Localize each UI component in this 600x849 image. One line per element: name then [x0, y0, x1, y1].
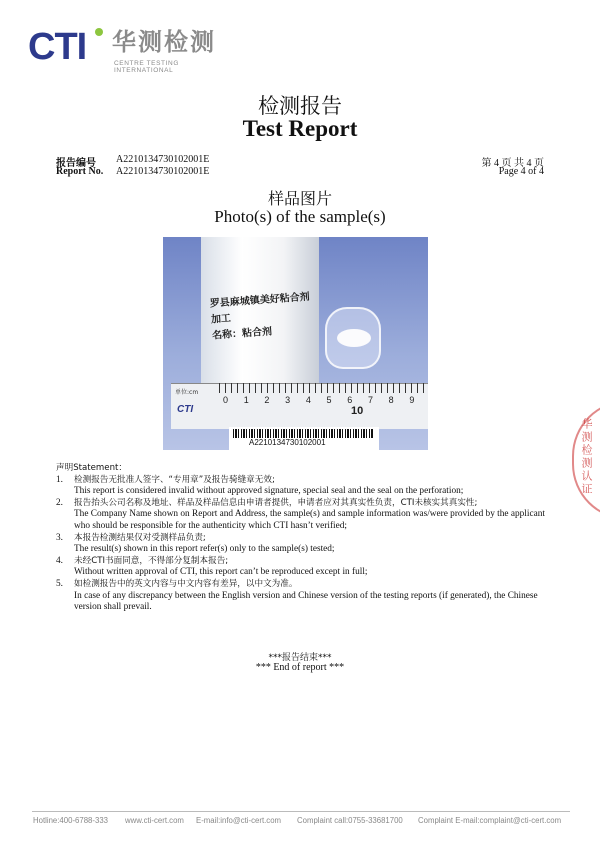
item-number: 2.	[56, 497, 63, 508]
logo-dot-icon	[95, 28, 103, 36]
item-text-cn: 检测报告无批准人签字、“专用章”及报告骑缝章无效;	[74, 474, 275, 485]
item-number: 4.	[56, 555, 63, 566]
statement-item	[56, 475, 556, 498]
report-no-label-en: Report No.	[56, 166, 104, 177]
section-title-cn: 样品图片	[267, 189, 332, 208]
item-number: 3.	[56, 532, 63, 543]
statement-item	[56, 579, 556, 614]
report-no-label-cn: 报告编号	[56, 158, 96, 169]
ruler-unit: 单位:cm	[175, 389, 199, 396]
logo-chinese-name: 华测检测	[112, 28, 216, 56]
end-of-report-cn: ***报告结束***	[268, 653, 332, 663]
footer-email[interactable]: E-mail:info@cti-cert.com	[196, 816, 282, 825]
report-title-cn: 检测报告	[258, 94, 342, 118]
logo-brand: CTI	[28, 26, 87, 68]
item-text-en: Without written approval of CTI, this report can’t be reproduced except in full;	[74, 567, 368, 578]
bottle-label	[209, 289, 316, 346]
report-no-value-en: A2210134730102001E	[116, 166, 210, 177]
footer-website[interactable]: www.cti-cert.com	[125, 816, 184, 825]
report-no-value-cn: A2210134730102001E	[116, 154, 210, 165]
item-text-en: The result(s) shown in this report refer(s) only to the sample(s) tested;	[74, 544, 335, 555]
section-title-en: Photo(s) of the sample(s)	[214, 207, 386, 226]
statement-heading: 声明Statement：	[56, 463, 128, 473]
report-title-en: Test Report	[242, 116, 358, 141]
statement	[56, 463, 556, 614]
bottle-label-company: 罗县麻城镇美好粘合剂加工	[209, 291, 311, 326]
footer-complaint-call: Complaint call:0755-33681700	[297, 816, 403, 825]
statement-item	[56, 498, 556, 533]
item-text-en: This report is considered invalid without approved signature, special seal and the seal on the perforation;	[74, 486, 464, 497]
footer-complaint-email[interactable]: Complaint E-mail:complaint@cti-cert.com	[418, 816, 562, 825]
end-of-report-en: *** End of report ***	[255, 662, 345, 673]
ruler-ten: 10	[351, 405, 364, 417]
footer-divider	[32, 811, 570, 812]
logo-english-name: CENTRE TESTING INTERNATIONAL	[114, 60, 179, 74]
ruler-numbers: 0 1 2 3 4 5 6 7 8 9	[223, 395, 421, 405]
item-number: 1.	[56, 474, 63, 485]
sample-powder	[337, 329, 371, 347]
page-number-en: Page 4 of 4	[498, 166, 544, 177]
statement-item	[56, 556, 556, 579]
barcode-icon	[233, 429, 373, 438]
sample-photo	[163, 237, 428, 450]
seal-text: 华测检测认证	[580, 418, 593, 496]
statement-item	[56, 533, 556, 556]
item-text-en: In case of any discrepancy between the English version and Chinese version of the testing reports (if generated), the Chinese version shall prevail.	[74, 590, 538, 613]
footer-hotline: Hotline:400-6788-333	[33, 816, 108, 825]
item-text-cn: 本报告检测结果仅对受测样品负责;	[74, 532, 206, 543]
ruler-brand: CTI	[177, 404, 194, 415]
bottle-label-product: 名称：粘合剂	[211, 326, 273, 342]
ruler-ticks	[219, 383, 424, 393]
item-text-cn: 未经CTI书面同意，不得部分复制本报告;	[74, 555, 229, 566]
item-text-en: The Company Name shown on Report and Address, the sample(s) and sample information was/were provided by the applicant who should be responsible for the authenticity which CTI hasn’t verified;	[74, 509, 545, 531]
item-text-cn: 报告抬头公司名称及地址、样品及样品信息由申请者提供，申请者应对其真实性负责，CTI未核实其真实性;	[74, 497, 478, 508]
barcode-number: A2210134730102001	[249, 438, 326, 447]
company-logo	[28, 26, 228, 72]
item-number: 5.	[56, 578, 63, 589]
item-text-cn: 如检测报告中的英文内容与中文内容有差异，以中文为准。	[74, 578, 298, 589]
page-number-cn: 第 4 页 共 4 页	[481, 158, 544, 169]
